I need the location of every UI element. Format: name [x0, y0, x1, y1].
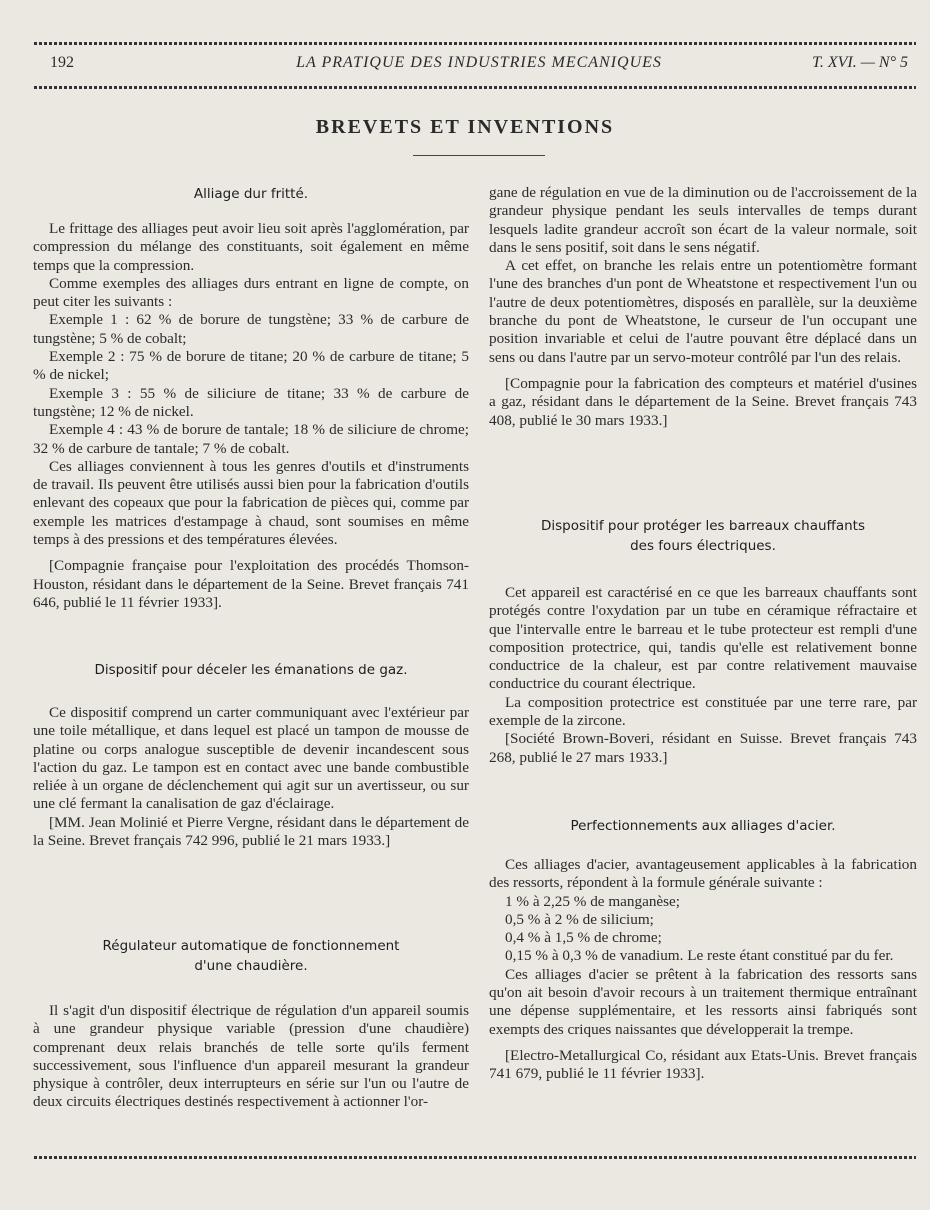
paragraph: Comme exemples des alliages durs entrant en ligne de compte, on peut citer les suivants :	[33, 274, 469, 311]
bottom-dotted-rule	[34, 1156, 916, 1159]
patent-reference: [Compagnie pour la fabrication des compteurs et matériel d'usines a gaz, résidant dans le département de la Seine. Brevet français 743 408, publié le 30 mars 1933.]	[489, 374, 917, 429]
example-item: Exemple 2 : 75 % de borure de titane; 20 % de carbure de titane; 5 % de nickel;	[33, 348, 469, 384]
example-item: Exemple 3 : 55 % de siliciure de titane; 33 % de carbure de tungstène; 12 % de nickel.	[33, 384, 469, 420]
paragraph: A cet effet, on branche les relais entre un potentiomètre formant l'une des branches d'un pont de Wheatstone et respectivement l'un ou l'autre de deux potentiomètres, disposés en parallèle, sur la deuxième branche du pont de Wheatstone, le curseur de l'un occupant une position invariable et celui de l'autre pouvant être déplacé dans un sens ou dans l'autre par un servo-moteur contrôlé par l'un des relais.	[489, 257, 917, 366]
section-heading-line: des fours électriques.	[630, 538, 776, 554]
section-heading-line: d'une chaudière.	[194, 958, 308, 974]
patent-reference: [Société Brown-Boveri, résidant en Suisse. Brevet français 743 268, publié le 27 mars 1933.]	[489, 730, 917, 766]
article-regulateur	[33, 1002, 469, 1112]
section-heading: Alliage dur fritté.	[193, 186, 309, 202]
section-heading	[489, 516, 917, 556]
composition-item: 0,4 % à 1,5 % de chrome;	[505, 929, 662, 947]
section-heading-line: Dispositif pour protéger les barreaux chauffants	[541, 518, 865, 534]
article-emanations-gaz	[33, 704, 469, 850]
section-heading-line: Régulateur automatique de fonctionnement	[102, 938, 400, 954]
section-heading: Dispositif pour déceler les émanations de gaz.	[94, 662, 408, 678]
page-number: 192	[50, 54, 74, 71]
composition-item: 0,15 % à 0,3 % de vanadium. Le reste étant constitué par du fer.	[505, 947, 894, 965]
article-regulateur-continued	[489, 184, 917, 430]
paragraph: Cet appareil est caractérisé en ce que les barreaux chauffants sont protégés contre l'oxydation par un tube en céramique réfractaire et que l'intervalle entre le barreau et le tube protecteur est rempli d'une composition protectrice, qui, tandis qu'elle est relativement bonne conductrice de la chaleur, est par contre relativement mauvaise conductrice du courant électrique.	[489, 584, 917, 693]
section-heading	[33, 936, 469, 976]
paragraph: gane de régulation en vue de la diminution ou de l'accroissement de la grandeur physique pendant les seuls intervalles de temps durant lesquels ladite grandeur accroît son écart de la valeur normale, soit dans le sens positif, soit dans le sens négatif.	[489, 184, 917, 256]
journal-title: LA PRATIQUE DES INDUSTRIES MECANIQUES	[296, 54, 662, 71]
paragraph: Il s'agit d'un dispositif électrique de régulation d'un appareil soumis à une grandeur physique variable (pression d'une chaudière) comprenant deux relais branchés de telle sorte qu'ils ferment successivement, sous l'influence d'un appareil mesurant la grandeur physique à contrôler, deux interrupteurs en série sur l'un ou l'autre de deux circuits électriques destinés respectivement à actionner l'or-	[33, 1002, 469, 1111]
article-alliage-dur-fritte	[33, 220, 469, 612]
article-barreaux-chauffants	[489, 584, 917, 767]
patent-reference: [Electro-Metallurgical Co, résidant aux Etats-Unis. Brevet français 741 679, publié le 11 février 1933].	[489, 1046, 917, 1083]
paragraph: Ces alliages conviennent à tous les genres d'outils et d'instruments de travail. Ils peuvent être utilisés aussi bien pour la fabrication d'outils enlevant des copeaux que pour la fabrication de pièces qui, comme par exemple les matrices d'estampage à chaud, sont soumises en même temps à des pressions et des températures élevées.	[33, 457, 469, 549]
left-column	[33, 0, 469, 1160]
section-heading: Perfectionnements aux alliages d'acier.	[570, 818, 836, 834]
paragraph: Ce dispositif comprend un carter communiquant avec l'extérieur par une toile métallique, et dans lequel est placé un tampon de mousse de platine ou corps analogue susceptible de devenir incandescent sous l'action du gaz. Le tampon est en contact avec une bande combustible reliée à un organe de déclenchement qui agit sur un avertisseur, ou sur une clé fermant la canalisation de gaz d'éclairage.	[33, 704, 469, 813]
example-item: Exemple 4 : 43 % de borure de tantale; 18 % de siliciure de chrome; 32 % de carbure de tantale; 7 % de cobalt.	[33, 421, 469, 457]
paragraph: Ces alliages d'acier se prêtent à la fabrication des ressorts sans qu'on ait besoin d'avoir recours à un traitement thermique entraînant une dépense supplémentaire, et les ressorts ainsi fabriqués sont exempts des criques naissantes que développerait la trempe.	[489, 965, 917, 1038]
patent-reference: [Compagnie française pour l'exploitation des procédés Thomson-Houston, résidant dans le département de la Seine. Brevet français 741 646, publié le 11 février 1933].	[33, 557, 469, 611]
volume-number: T. XVI. — N° 5	[812, 54, 908, 71]
example-item: Exemple 1 : 62 % de borure de tungstène; 33 % de carbure de tungstène; 5 % de cobalt;	[33, 311, 469, 347]
page-title: BREVETS ET INVENTIONS	[315, 116, 615, 138]
right-column	[489, 0, 917, 1160]
paragraph: La composition protectrice est constituée par une terre rare, par exemple de la zircone.	[489, 693, 917, 730]
article-alliages-acier	[489, 856, 917, 1084]
paragraph: Le frittage des alliages peut avoir lieu soit après l'agglomération, par compression du mélange des constituants, soit également en même temps que la compression.	[33, 220, 469, 274]
composition-item: 0,5 % à 2 % de silicium;	[505, 910, 654, 928]
composition-item: 1 % à 2,25 % de manganèse;	[505, 892, 681, 910]
patent-reference: [MM. Jean Molinié et Pierre Vergne, résidant dans le département de la Seine. Brevet français 742 996, publié le 21 mars 1933.]	[33, 813, 469, 850]
paragraph: Ces alliages d'acier, avantageusement applicables à la fabrication des ressorts, répondent à la formule générale suivante :	[489, 856, 917, 892]
